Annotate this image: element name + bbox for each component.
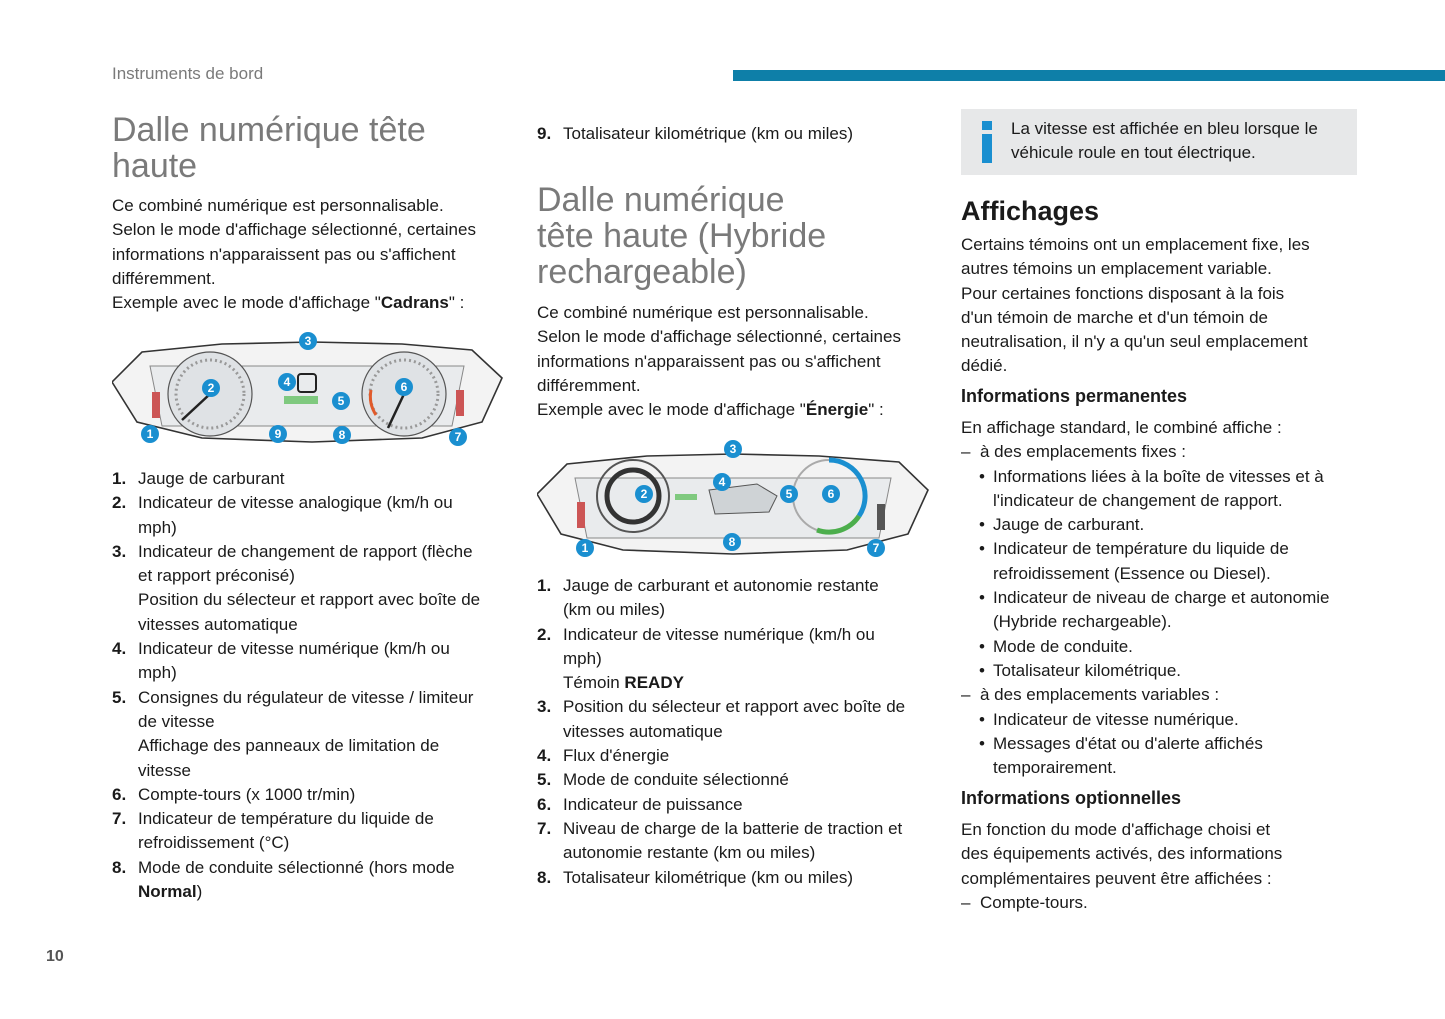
list-item: 7. Indicateur de température du liquide de refroidissement (°C) xyxy=(112,809,434,853)
list-item: 2. Indicateur de vitesse analogique (km/h ou mph) xyxy=(112,493,453,537)
list-item: • Mode de conduite. xyxy=(961,635,1361,659)
callout-2 xyxy=(202,379,220,397)
callout-1 xyxy=(576,539,594,557)
callout-2 xyxy=(635,485,653,503)
callout-3 xyxy=(299,332,317,350)
subheading-optional: Informations optionnelles xyxy=(961,788,1182,808)
callout-3 xyxy=(724,440,742,458)
list-item: 1. Jauge de carburant xyxy=(112,469,285,488)
info-icon xyxy=(979,119,995,163)
list-item: 3. Indicateur de changement de rapport (flèche et rapport préconisé) Position du sélecteur et rapport avec boîte de vitesses automatique xyxy=(112,541,481,634)
legend-list-energie xyxy=(537,574,937,890)
callout-4 xyxy=(713,473,731,491)
list-item: – Compte-tours. xyxy=(961,891,1361,915)
list-item: 7. Niveau de charge de la batterie de traction et autonomie restante (km ou miles) xyxy=(537,818,903,863)
list-item: • Messages d'état ou d'alerte affichés temporairement. xyxy=(961,732,1361,781)
svg-text:7: 7 xyxy=(454,430,462,444)
svg-text:1: 1 xyxy=(146,427,154,441)
callout-5 xyxy=(780,485,798,503)
legend-list-cadrans xyxy=(112,467,512,904)
svg-text:8: 8 xyxy=(728,535,736,549)
example-line: Exemple avec le mode d'affichage "Énergie" : xyxy=(537,400,884,420)
affichages-intro: Certains témoins ont un emplacement fixe, les autres témoins un emplacement variable. Pour certaines fonctions disposant à la fois d'un témoin de marche et d'un témoin de neutralisation, il n'y a qu'un seul emplacement dédié. xyxy=(961,235,1310,376)
list-item: • Indicateur de température du liquide de refroidissement (Essence ou Diesel). xyxy=(961,537,1361,586)
list-item: • Jauge de carburant. xyxy=(961,513,1361,537)
callout-5 xyxy=(332,392,350,410)
section-title-hud: Dalle numérique tête haute xyxy=(112,111,426,185)
legend-item-9 xyxy=(537,122,937,146)
info-note-box xyxy=(961,109,1357,175)
fixed-locations-label: – à des emplacements fixes : xyxy=(961,440,1361,464)
intro-paragraph-hybrid: Ce combiné numérique est personnalisable. Selon le mode d'affichage sélectionné, certaines informations n'apparaissent pas ou s'affichent différemment. Exemple avec le mode d'affichage "Énergie" : xyxy=(537,301,937,422)
list-item: 3. Position du sélecteur et rapport avec boîte de vitesses automatique xyxy=(537,697,906,741)
cluster-diagram-energie xyxy=(537,438,929,560)
callout-7 xyxy=(867,539,885,557)
list-item: 4. Flux d'énergie xyxy=(537,746,670,766)
svg-text:6: 6 xyxy=(827,487,835,501)
section-title-affichages: Affichages xyxy=(961,196,1100,226)
svg-text:9: 9 xyxy=(274,427,282,441)
example-line: Exemple avec le mode d'affichage "Cadrans" : xyxy=(112,293,465,313)
section-title-hud-hybrid: Dalle numérique tête haute (Hybride rechargeable) xyxy=(537,181,827,291)
svg-text:5: 5 xyxy=(337,394,345,408)
callout-6 xyxy=(822,485,840,503)
list-item: 5. Consignes du régulateur de vitesse / limiteur de vitesse Affichage des panneaux de limitation de vitesse xyxy=(112,687,474,780)
callout-7 xyxy=(449,428,467,446)
callout-4 xyxy=(278,373,296,391)
list-item: 8. Mode de conduite sélectionné (hors mode Normal) xyxy=(112,857,455,902)
list-item: • Indicateur de niveau de charge et autonomie (Hybride rechargeable). xyxy=(961,586,1361,635)
optional-info-block: En fonction du mode d'affichage choisi et des équipements activés, des informations complémentaires peuvent être affichées : – Compte-tours. xyxy=(961,818,1361,915)
list-item: 4. Indicateur de vitesse numérique (km/h ou mph) xyxy=(112,639,450,683)
callout-1 xyxy=(141,425,159,443)
svg-text:3: 3 xyxy=(304,334,312,348)
list-item: 1. Jauge de carburant et autonomie restante (km ou miles) xyxy=(537,576,879,620)
running-header: Instruments de bord xyxy=(112,64,264,83)
svg-text:7: 7 xyxy=(872,541,880,555)
cluster-diagram-cadrans xyxy=(112,330,504,450)
svg-text:5: 5 xyxy=(785,487,793,501)
info-note-text: La vitesse est affichée en bleu lorsque le véhicule roule en tout électrique. xyxy=(1011,119,1318,163)
list-item: 2. Indicateur de vitesse numérique (km/h ou mph) Témoin READY xyxy=(537,624,875,693)
svg-text:3: 3 xyxy=(729,442,737,456)
list-item: • Indicateur de vitesse numérique. xyxy=(961,708,1361,732)
svg-text:2: 2 xyxy=(207,381,215,395)
svg-text:4: 4 xyxy=(283,375,291,389)
list-item: 8. Totalisateur kilométrique (km ou miles) xyxy=(537,867,854,887)
list-item: 5. Mode de conduite sélectionné xyxy=(537,770,789,790)
list-item: 6. Compte-tours (x 1000 tr/min) xyxy=(112,784,356,804)
svg-text:1: 1 xyxy=(581,541,589,555)
page-number: 10 xyxy=(46,948,64,965)
callout-6 xyxy=(395,378,413,396)
list-item: • Totalisateur kilométrique. xyxy=(961,659,1361,683)
permanent-info-block: En affichage standard, le combiné affiche : – à des emplacements fixes : • Informations liées à la boîte de vitesses et à l'indicateur de changement de rapport. • Jauge de carburant. • Indicateur de température du liquide de refroidissement (Essence ou Diesel). • Indicateur de niveau de charge et autonomie (Hybride rechargeable). • Mode de conduite. • Totalisateur kilométrique. – à des emplacements variables : • Indicateur de vitesse numérique. • Messages d'état ou d'alerte affichés temporairement. xyxy=(961,416,1361,780)
intro-paragraph: Ce combiné numérique est personnalisable. Selon le mode d'affichage sélectionné, certaines informations n'apparaissent pas ou s'affichent différemment. Exemple avec le mode d'affichage "Cadrans" : xyxy=(112,194,512,315)
list-item: 9. Totalisateur kilométrique (km ou miles) xyxy=(537,124,854,143)
callout-9 xyxy=(269,425,287,443)
callout-8 xyxy=(333,426,351,444)
header-accent-bar xyxy=(733,70,1445,81)
svg-text:2: 2 xyxy=(640,487,648,501)
subheading-permanent: Informations permanentes xyxy=(961,386,1188,406)
list-item: 6. Indicateur de puissance xyxy=(537,794,743,814)
svg-text:6: 6 xyxy=(400,380,408,394)
svg-text:4: 4 xyxy=(718,475,726,489)
svg-text:8: 8 xyxy=(338,428,346,442)
variable-locations-label: – à des emplacements variables : xyxy=(961,683,1361,707)
callout-8 xyxy=(723,533,741,551)
list-item: • Informations liées à la boîte de vitesses et à l'indicateur de changement de rapport. xyxy=(961,465,1361,514)
